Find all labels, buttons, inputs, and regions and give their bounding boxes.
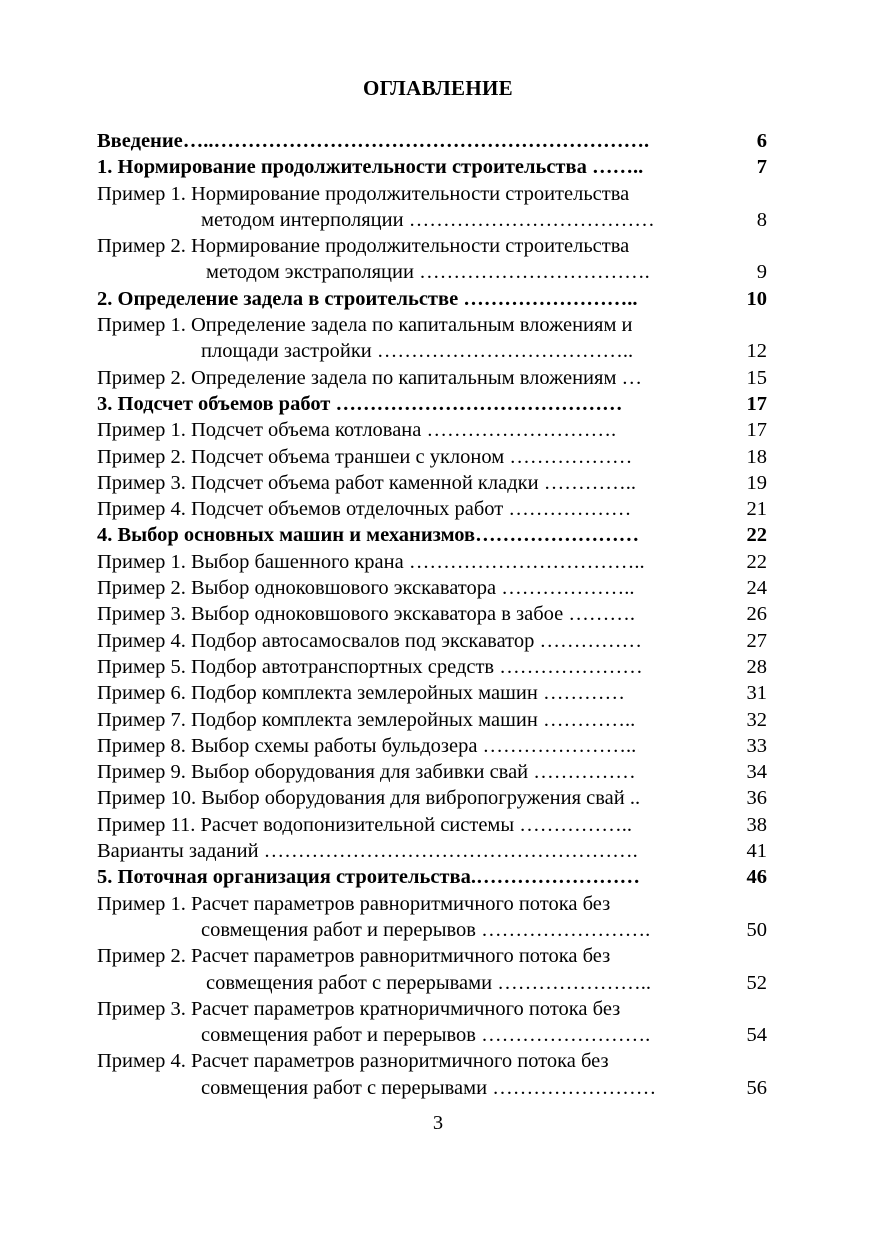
toc-entry-title: Пример 2. Выбор одноковшового экскаватора ……………….. bbox=[97, 577, 635, 600]
toc-entry bbox=[97, 365, 767, 391]
toc-entry-page: 38 bbox=[746, 813, 767, 836]
toc-entry-title: площади застройки ……………………………….. bbox=[201, 340, 634, 363]
toc-section-entry bbox=[97, 391, 767, 417]
toc-entry-title: совмещения работ с перерывами …………………… bbox=[201, 1076, 657, 1099]
toc-entry-title: Пример 3. Выбор одноковшового экскаватора в забое ………. bbox=[97, 603, 635, 626]
toc-entry bbox=[97, 259, 767, 285]
toc-entry-title: Пример 2. Нормирование продолжительности строительства bbox=[97, 235, 630, 258]
toc-entry-title: 1. Нормирование продолжительности строительства …….. bbox=[97, 156, 644, 179]
toc-entry-title: совмещения работ с перерывами ………………….. bbox=[206, 971, 651, 994]
toc-section-entry bbox=[97, 286, 767, 312]
toc-entry-page: 17 bbox=[746, 419, 767, 442]
toc-entry-title: Пример 2. Определение задела по капитальным вложениям … bbox=[97, 366, 643, 389]
toc-entry-title: Пример 6. Подбор комплекта землеройных машин ………… bbox=[97, 682, 625, 705]
toc-entry-page: 56 bbox=[746, 1076, 767, 1099]
toc-entry bbox=[97, 707, 767, 733]
toc-section-entry bbox=[97, 864, 767, 890]
toc-entry-title: Пример 10. Выбор оборудования для вибропогружения свай .. bbox=[97, 787, 641, 810]
toc-entry-title: Варианты заданий ………………………………………………. bbox=[97, 840, 638, 863]
toc-entry-title: методом интерполяции ……………………………… bbox=[201, 208, 655, 231]
toc-entry bbox=[97, 496, 767, 522]
toc-entry-title: Пример 2. Подсчет объема траншеи с уклоном ……………… bbox=[97, 445, 633, 468]
toc-entry-page: 15 bbox=[746, 366, 767, 389]
toc-entry-page: 26 bbox=[746, 603, 767, 626]
toc-section-entry bbox=[97, 522, 767, 548]
toc-entry bbox=[97, 943, 767, 969]
toc-entry bbox=[97, 917, 767, 943]
toc-entry-page: 9 bbox=[756, 261, 767, 284]
toc-entry-title: Пример 1. Выбор башенного крана …………………………….. bbox=[97, 550, 645, 573]
toc-entry bbox=[97, 417, 767, 443]
toc-entry-title: 5. Поточная организация строительства.…………………… bbox=[97, 866, 640, 889]
toc-entry-title: Пример 1. Нормирование продолжительности строительства bbox=[97, 182, 630, 205]
toc-entry-title: Пример 1. Определение задела по капитальным вложениям и bbox=[97, 314, 633, 337]
toc-entry-page: 41 bbox=[746, 840, 767, 863]
toc-entry-title: Пример 5. Подбор автотранспортных средств ………………… bbox=[97, 655, 643, 678]
toc-entry-page: 8 bbox=[756, 208, 767, 231]
toc-entry bbox=[97, 338, 767, 364]
toc-entry-page: 28 bbox=[746, 655, 767, 678]
page-title: ОГЛАВЛЕНИЕ bbox=[363, 76, 513, 100]
toc-entry bbox=[97, 601, 767, 627]
toc-entry-page: 22 bbox=[746, 550, 767, 573]
toc-entry-page: 50 bbox=[746, 918, 767, 941]
toc-entry-page: 27 bbox=[746, 629, 767, 652]
toc-entry bbox=[97, 680, 767, 706]
toc-entry-page: 17 bbox=[746, 392, 767, 415]
toc-entry-page: 18 bbox=[746, 445, 767, 468]
toc-entry bbox=[97, 891, 767, 917]
toc-entry-page: 7 bbox=[756, 156, 767, 179]
toc-entry-page: 19 bbox=[746, 471, 767, 494]
toc-entry bbox=[97, 970, 767, 996]
toc-entry-title: Пример 4. Подсчет объемов отделочных работ ……………… bbox=[97, 498, 632, 521]
toc-entry bbox=[97, 233, 767, 259]
toc-entry-page: 12 bbox=[746, 340, 767, 363]
toc-entry-title: Пример 8. Выбор схемы работы бульдозера ………………….. bbox=[97, 734, 637, 757]
toc-entry bbox=[97, 181, 767, 207]
toc-entry-title: Пример 1. Расчет параметров равноритмичного потока без bbox=[97, 892, 611, 915]
toc-entry bbox=[97, 1075, 767, 1101]
toc-entry-page: 36 bbox=[746, 787, 767, 810]
toc-entry bbox=[97, 575, 767, 601]
toc-entry-title: совмещения работ и перерывов ……………………. bbox=[201, 1024, 651, 1047]
toc-entry bbox=[97, 628, 767, 654]
toc-entry bbox=[97, 549, 767, 575]
toc-entry-page: 54 bbox=[746, 1024, 767, 1047]
toc-entry bbox=[97, 733, 767, 759]
toc-entry-title: Пример 2. Расчет параметров равноритмичного потока без bbox=[97, 945, 611, 968]
toc-section-entry bbox=[97, 154, 767, 180]
toc-entry-title: методом экстраполяции ……………………………. bbox=[206, 261, 650, 284]
toc-entry bbox=[97, 470, 767, 496]
toc-entry-title: Пример 9. Выбор оборудования для забивки свай …………… bbox=[97, 761, 636, 784]
toc-entry bbox=[97, 838, 767, 864]
toc-entry-page: 33 bbox=[746, 734, 767, 757]
toc-entry-page: 32 bbox=[746, 708, 767, 731]
toc-entry-title: Пример 3. Расчет параметров кратноричмичного потока без bbox=[97, 997, 621, 1020]
toc-entry-title: Пример 4. Расчет параметров разноритмичного потока без bbox=[97, 1050, 609, 1073]
toc-entry-page: 46 bbox=[746, 866, 767, 889]
toc-section-entry bbox=[97, 128, 767, 154]
toc-entry-title: Пример 1. Подсчет объема котлована ………………………. bbox=[97, 419, 617, 442]
toc-entry bbox=[97, 1048, 767, 1074]
toc-entry-page: 21 bbox=[746, 498, 767, 521]
page-number: 3 bbox=[432, 1112, 444, 1134]
toc-entry-page: 52 bbox=[746, 971, 767, 994]
toc-entry bbox=[97, 996, 767, 1022]
toc-entry-page: 31 bbox=[746, 682, 767, 705]
toc-entry-title: Введение…..………………………………………………………. bbox=[97, 130, 650, 152]
toc-entry bbox=[97, 654, 767, 680]
toc-entry-title: Пример 4. Подбор автосамосвалов под экскаватор …………… bbox=[97, 629, 642, 652]
toc-entry-title: совмещения работ и перерывов ……………………. bbox=[201, 918, 651, 941]
toc-entry bbox=[97, 207, 767, 233]
toc-entry-title: Пример 11. Расчет водопонизительной системы …………….. bbox=[97, 813, 633, 836]
toc-entry bbox=[97, 444, 767, 470]
toc-entry-page: 34 bbox=[746, 761, 767, 784]
toc-entry bbox=[97, 312, 767, 338]
toc-entry-page: 10 bbox=[746, 287, 767, 310]
toc-entry bbox=[97, 759, 767, 785]
toc-entry-title: Пример 7. Подбор комплекта землеройных машин ………….. bbox=[97, 708, 636, 731]
toc-entry bbox=[97, 1022, 767, 1048]
toc-entry-title: Пример 3. Подсчет объема работ каменной кладки ………….. bbox=[97, 471, 636, 494]
toc-entry bbox=[97, 812, 767, 838]
toc-entry bbox=[97, 785, 767, 811]
toc-entry-page: 24 bbox=[746, 577, 767, 600]
toc-entry-page: 6 bbox=[756, 130, 767, 152]
toc-entry-title: 2. Определение задела в строительстве …………………….. bbox=[97, 287, 638, 310]
toc-entry-title: 3. Подсчет объемов работ …………………………………… bbox=[97, 392, 623, 415]
toc-entry-page: 22 bbox=[746, 524, 767, 547]
table-of-contents bbox=[97, 128, 767, 1101]
toc-entry-title: 4. Выбор основных машин и механизмов…………………… bbox=[97, 524, 640, 547]
